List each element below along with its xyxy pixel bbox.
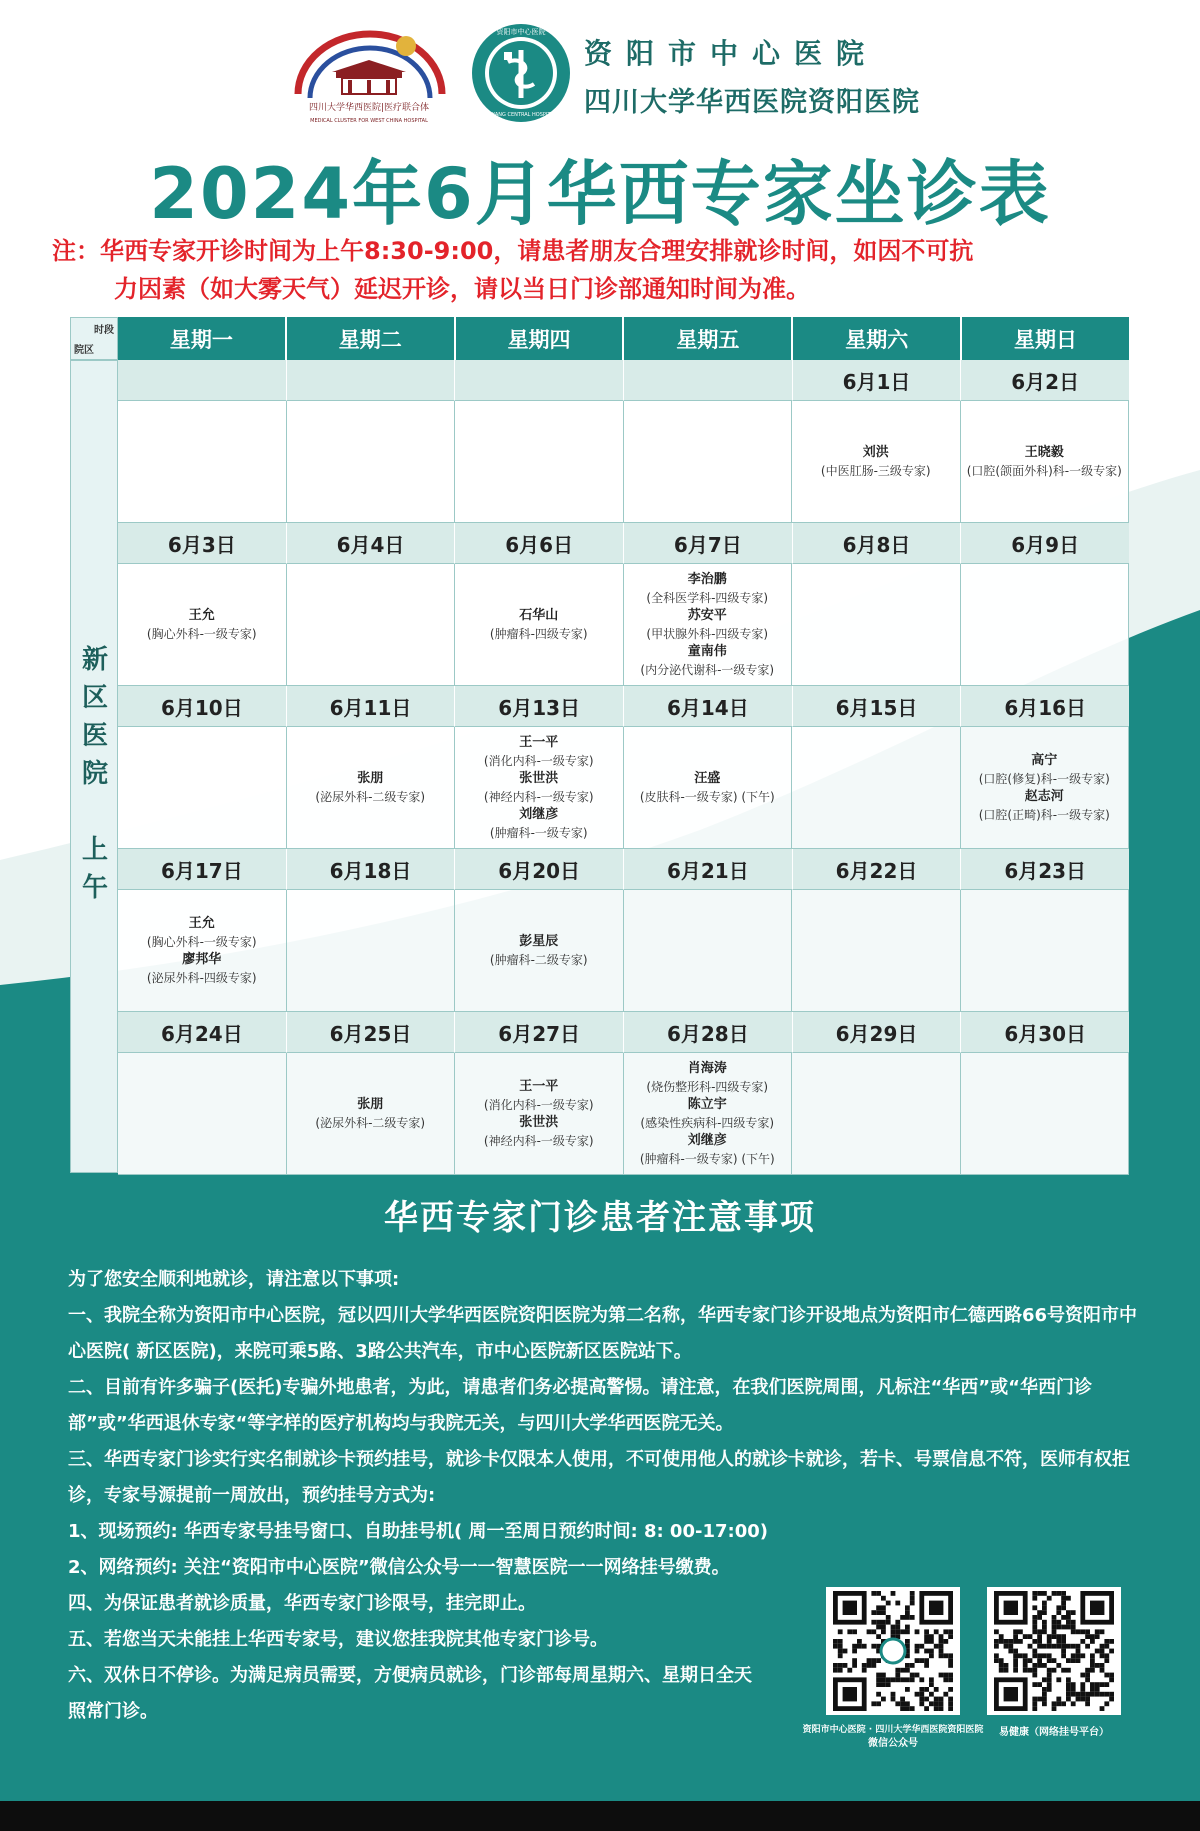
schedule-cell [792, 890, 961, 1012]
doctor-name: 刘洪 [862, 444, 889, 460]
notice-item-6: 六、双休日不停诊。为满足病员需要，方便病员就诊，门诊部每周星期六、星期日全天照常门诊。 [68, 1665, 752, 1722]
date-row [118, 849, 1129, 890]
doctor-name: 童南伟 [687, 643, 727, 659]
doctor-row [118, 401, 1129, 523]
doctor-name: 苏安平 [687, 607, 727, 623]
schedule-cell [287, 401, 456, 523]
date-cell: 6月22日 [793, 849, 962, 890]
doctor-name: 高宁 [1031, 752, 1058, 768]
schedule-cell [624, 401, 793, 523]
date-cell: 6月17日 [118, 849, 287, 890]
doctor-name: 张朋 [357, 770, 384, 786]
notice-item-3: 三、华西专家门诊实行实名制就诊卡预约挂号，就诊卡仅限本人使用，不可使用他人的就诊卡就诊，若卡、号票信息不符，医师有权拒诊，专家号源提前一周放出，预约挂号方式为: [68, 1449, 1130, 1506]
date-cell: 6月24日 [118, 1012, 287, 1053]
svg-text:四川大学华西医院|医疗联合体: 四川大学华西医院|医疗联合体 [308, 103, 430, 113]
date-cell: 6月3日 [118, 523, 287, 564]
schedule-cell [287, 890, 456, 1012]
date-row [118, 523, 1129, 564]
date-cell [624, 360, 793, 401]
schedule-cell [792, 1053, 961, 1175]
schedule-cell [287, 1053, 456, 1175]
doctor-department: (泌尿外科-四级专家) [146, 970, 257, 985]
schedule-cell [961, 1053, 1130, 1175]
doctor-name: 张世洪 [519, 770, 559, 786]
doctor-name: 汪盛 [694, 770, 721, 786]
notice-item-5: 五、若您当天未能挂上华西专家号，建议您挂我院其他专家门诊号。 [68, 1629, 608, 1650]
wechat-qr-caption-line-1: 资阳市中心医院 · 四川大学华西医院资阳医院 [802, 1725, 984, 1735]
schedule-note [52, 232, 1162, 308]
schedule-cell [455, 564, 624, 686]
doctor-name: 王允 [188, 915, 215, 931]
schedule-cell [624, 727, 793, 849]
table-corner-header [70, 317, 118, 360]
date-row [118, 1012, 1129, 1053]
schedule-cell [961, 401, 1130, 523]
doctor-department: (肿瘤科-一级专家) [489, 825, 588, 840]
doctor-department: (泌尿外科-二级专家) [315, 1115, 426, 1130]
week-block [118, 360, 1129, 523]
date-cell: 6月1日 [793, 360, 962, 401]
date-cell: 6月4日 [287, 523, 456, 564]
schedule-cell [455, 401, 624, 523]
schedule-cell [455, 1053, 624, 1175]
date-cell: 6月6日 [455, 523, 624, 564]
schedule-cell [792, 564, 961, 686]
date-cell: 6月25日 [287, 1012, 456, 1053]
campus-session-label [71, 641, 119, 907]
weekday-header: 星期日 [962, 317, 1129, 360]
date-cell: 6月15日 [793, 686, 962, 727]
doctor-department: (烧伤整形科-四级专家) [646, 1079, 769, 1094]
note-line-2: 力因素（如大雾天气）延迟开诊，请以当日门诊部通知时间为准。 [114, 275, 810, 303]
schedule-cell [961, 890, 1130, 1012]
wechat-qr-code[interactable] [826, 1587, 960, 1715]
notice-item-4: 四、为保证患者就诊质量，华西专家门诊限号，挂完即止。 [68, 1593, 536, 1614]
date-cell: 6月14日 [624, 686, 793, 727]
schedule-cell [624, 890, 793, 1012]
doctor-name: 肖海涛 [687, 1060, 727, 1076]
doctor-row [118, 890, 1129, 1012]
bottom-bar [0, 1801, 1200, 1831]
doctor-department: (感染性疾病科-四级专家) [640, 1115, 775, 1130]
doctor-name: 李治鹏 [687, 571, 727, 587]
doctor-department: (口腔(修复)科-一级专家) [978, 771, 1110, 786]
wechat-qr-caption-line-2: 微信公众号 [868, 1738, 918, 1749]
schedule-cell [624, 1053, 793, 1175]
doctor-row [118, 727, 1129, 849]
doctor-name: 王一平 [519, 734, 559, 750]
campus-session-char: 新 [81, 645, 108, 675]
doctor-department: (神经内科-一级专家) [483, 789, 594, 804]
yijiankang-qr-code[interactable] [987, 1587, 1121, 1715]
west-china-cluster-logo [286, 24, 452, 128]
date-cell: 6月21日 [624, 849, 793, 890]
header [0, 18, 1200, 130]
schedule-cell [287, 727, 456, 849]
schedule-cell [455, 890, 624, 1012]
week-block [118, 523, 1129, 686]
notice-list [68, 1262, 1140, 1730]
date-cell: 6月9日 [961, 523, 1129, 564]
doctor-name: 刘继彦 [519, 806, 559, 822]
date-cell: 6月13日 [455, 686, 624, 727]
schedule-cell [792, 727, 961, 849]
week-block [118, 686, 1129, 849]
schedule-cell [118, 1053, 287, 1175]
date-cell: 6月28日 [624, 1012, 793, 1053]
doctor-department: (口腔(颌面外科)科-一级专家) [966, 463, 1122, 478]
date-row [118, 360, 1129, 401]
doctor-name: 刘继彦 [687, 1132, 727, 1148]
doctor-name: 张世洪 [519, 1114, 559, 1130]
date-cell: 6月2日 [961, 360, 1129, 401]
campus-session-char [71, 793, 119, 831]
doctor-name: 赵志河 [1024, 788, 1064, 804]
notice-item-3-1: 1、现场预约: 华西专家号挂号窗口、自助挂号机( 周一至周日预约时间: 8: 00-17:00) [68, 1521, 768, 1542]
schedule-cell [624, 564, 793, 686]
corner-time-label: 时段 [94, 325, 114, 336]
week-block [118, 1012, 1129, 1175]
campus-session-char: 上 [81, 835, 108, 865]
ziyang-central-hospital-logo [470, 22, 572, 124]
doctor-name: 王晓毅 [1024, 444, 1064, 460]
doctor-department: (甲状腺外科-四级专家) [646, 626, 769, 641]
weekday-header: 星期六 [793, 317, 962, 360]
weekday-header: 星期五 [624, 317, 793, 360]
schedule-table [70, 317, 1129, 1173]
date-cell: 6月29日 [793, 1012, 962, 1053]
note-line-1: 注：华西专家开诊时间为上午8:30-9:00，请患者朋友合理安排就诊时间，如因不可抗 [52, 237, 974, 265]
doctor-department: (肿瘤科-二级专家) [489, 952, 588, 967]
svg-text:资阳市中心医院: 资阳市中心医院 [496, 28, 546, 36]
doctor-department: (全科医学科-四级专家) [646, 590, 769, 605]
campus-session-char: 区 [81, 683, 108, 713]
doctor-department: (胸心外科-一级专家) [146, 934, 257, 949]
schedule-cell [961, 564, 1130, 686]
doctor-department: (消化内科-一级专家) [483, 753, 594, 768]
notice-item-2: 二、目前有许多骗子(医托)专骗外地患者，为此，请患者们务必提高警惕。请注意，在我们医院周围，凡标注“华西”或“华西门诊部”或”华西退休专家“等字样的医疗机构均与我院无关，与四川大学华西医院无关。 [68, 1377, 1092, 1434]
notice-item-3-2: 2、网络预约: 关注“资阳市中心医院”微信公众号一一智慧医院一一网络挂号缴费。 [68, 1557, 730, 1578]
campus-session-char: 午 [81, 873, 108, 903]
hospital-second-name: 四川大学华西医院资阳医院 [584, 87, 920, 118]
date-cell [118, 360, 287, 401]
schedule-cell [961, 727, 1130, 849]
doctor-department: (肿瘤科-一级专家) (下午) [639, 1151, 775, 1166]
weekday-header-row [118, 317, 1129, 360]
schedule-cell [118, 564, 287, 686]
doctor-name: 张朋 [357, 1096, 384, 1112]
doctor-department: (内分泌代谢科-一级专家) [640, 662, 775, 677]
schedule-cell [118, 727, 287, 849]
schedule-cell [792, 401, 961, 523]
schedule-cell [455, 727, 624, 849]
date-cell: 6月11日 [287, 686, 456, 727]
week-block [118, 849, 1129, 1012]
doctor-department: (皮肤科-一级专家) (下午) [639, 789, 775, 804]
page-title: 2024年6月华西专家坐诊表 [149, 153, 1051, 235]
date-cell: 6月27日 [455, 1012, 624, 1053]
date-cell: 6月30日 [961, 1012, 1129, 1053]
svg-text:ZI YANG CENTRAL HOSPITAL: ZI YANG CENTRAL HOSPITAL [485, 112, 557, 118]
doctor-name: 廖邦华 [182, 951, 222, 967]
campus-column [70, 360, 118, 1173]
doctor-department: (消化内科-一级专家) [483, 1097, 594, 1112]
schedule-cell [118, 890, 287, 1012]
campus-session-char: 院 [81, 759, 108, 789]
weekday-header: 星期二 [287, 317, 456, 360]
weekday-header: 星期四 [456, 317, 625, 360]
doctor-name: 彭星辰 [519, 933, 559, 949]
date-cell: 6月10日 [118, 686, 287, 727]
campus-session-char: 医 [81, 721, 108, 751]
qr-code-icon [987, 1587, 1121, 1715]
doctor-name: 王允 [188, 607, 215, 623]
date-cell: 6月8日 [793, 523, 962, 564]
doctor-name: 王一平 [519, 1078, 559, 1094]
doctor-row [118, 564, 1129, 686]
doctor-name: 陈立宇 [687, 1096, 727, 1112]
date-cell: 6月7日 [624, 523, 793, 564]
doctor-row [118, 1053, 1129, 1175]
doctor-department: (胸心外科-一级专家) [146, 626, 257, 641]
date-cell [287, 360, 456, 401]
date-cell [455, 360, 624, 401]
doctor-department: (泌尿外科-二级专家) [315, 789, 426, 804]
yijiankang-qr-caption: 易健康（网络挂号平台） [999, 1727, 1109, 1738]
doctor-name: 石华山 [519, 607, 559, 623]
corner-campus-label: 院区 [74, 345, 94, 356]
hospital-name: 资阳市中心医院 [584, 37, 879, 70]
date-cell: 6月23日 [961, 849, 1129, 890]
date-cell: 6月20日 [455, 849, 624, 890]
schedule-cell [287, 564, 456, 686]
doctor-department: (肿瘤科-四级专家) [489, 626, 588, 641]
schedule-cell [118, 401, 287, 523]
qr-code-icon [826, 1587, 960, 1715]
doctor-department: (口腔(正畸)科-一级专家) [978, 807, 1110, 822]
notice-title: 华西专家门诊患者注意事项 [384, 1198, 816, 1238]
date-cell: 6月18日 [287, 849, 456, 890]
date-row [118, 686, 1129, 727]
doctor-department: (中医肛肠-三级专家) [820, 463, 931, 478]
notice-item-1: 一、我院全称为资阳市中心医院，冠以四川大学华西医院资阳医院为第二名称，华西专家门诊开设地点为资阳市仁德西路66号资阳市中心医院( 新区医院)，来院可乘5路、3路公共汽车，市中心医院新区医院站下。 [68, 1305, 1138, 1362]
weekday-header: 星期一 [118, 317, 287, 360]
svg-text:MEDICAL CLUSTER FOR WEST CHINA: MEDICAL CLUSTER FOR WEST CHINA HOSPITAL [310, 118, 428, 124]
notice-intro: 为了您安全顺利地就诊，请注意以下事项: [68, 1269, 400, 1290]
date-cell: 6月16日 [961, 686, 1129, 727]
doctor-department: (神经内科-一级专家) [483, 1133, 594, 1148]
